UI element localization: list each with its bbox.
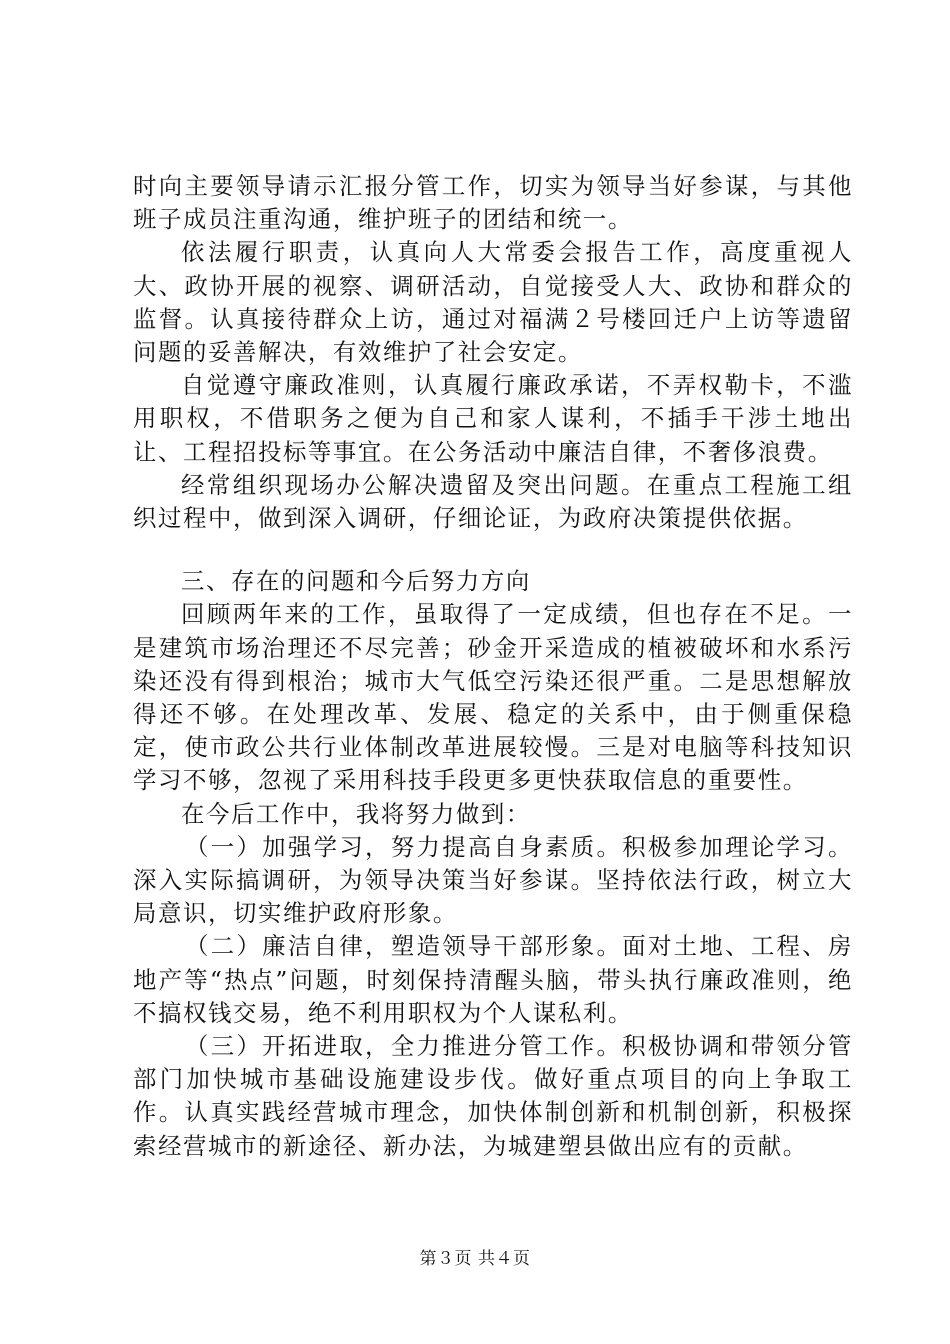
paragraph-item-3: （三）开拓进取，全力推进分管工作。积极协调和带领分管部门加快城市基础设施建设步伐。做好重点项目的向上争取工作。认真实践经营城市理念，加快体制创新和机制创新，积极探索经营城市的新途径、新办法，为城建塑县做出应有的贡献。 [133, 1032, 853, 1160]
paragraph-duties: 依法履行职责，认真向人大常委会报告工作，高度重视人大、政协开展的视察、调研活动，自觉接受人大、政协和群众的监督。认真接待群众上访，通过对福满２号楼回迁户上访等遗留问题的妥善解决，有效维护了社会安定。 [133, 238, 853, 367]
paragraph-future-intro: 在今后工作中，我将努力做到： [181, 799, 531, 828]
paragraph-review: 回顾两年来的工作，虽取得了一定成绩，但也存在不足。一是建筑市场治理还不尽完善；砂金开采造成的植被破坏和水系污染还没有得到根治；城市大气低空污染还很严重。二是思想解放得还不够。在处理改革、发展、稳定的关系中，由于侧重保稳定，使市政公共行业体制改革进展较慢。三是对电脑等科技知识学习不够，忽视了采用科技手段更多更快获取信息的重要性。 [133, 600, 853, 795]
page-number-footer: 第３页 共４页 [419, 1249, 531, 1269]
paragraph-continuation: 时向主要领导请示汇报分管工作，切实为领导当好参谋，与其他班子成员注重沟通，维护班子的团结和统一。 [133, 172, 853, 234]
paragraph-onsite-office: 经常组织现场办公解决遗留及突出问题。在重点工程施工组织过程中，做到深入调研，仔细论证，为政府决策提供依据。 [133, 470, 853, 533]
paragraph-item-2: （二）廉洁自律，塑造领导干部形象。面对土地、工程、房地产等“热点”问题，时刻保持清醒头脑，带头执行廉政准则，绝不搞权钱交易，绝不利用职权为个人谋私利。 [133, 932, 853, 1027]
paragraph-item-1: （一）加强学习，努力提高自身素质。积极参加理论学习。深入实际搞调研，为领导决策当好参谋。坚持依法行政，树立大局意识，切实维护政府形象。 [133, 832, 853, 928]
document-body [133, 170, 853, 1163]
section-heading: 三、存在的问题和今后努力方向 [181, 567, 531, 596]
paragraph-integrity: 自觉遵守廉政准则，认真履行廉政承诺，不弄权勒卡，不滥用职权，不借职务之便为自己和家人谋利，不插手干涉土地出让、工程招投标等事宜。在公务活动中廉洁自律，不奢侈浪费。 [133, 371, 853, 466]
